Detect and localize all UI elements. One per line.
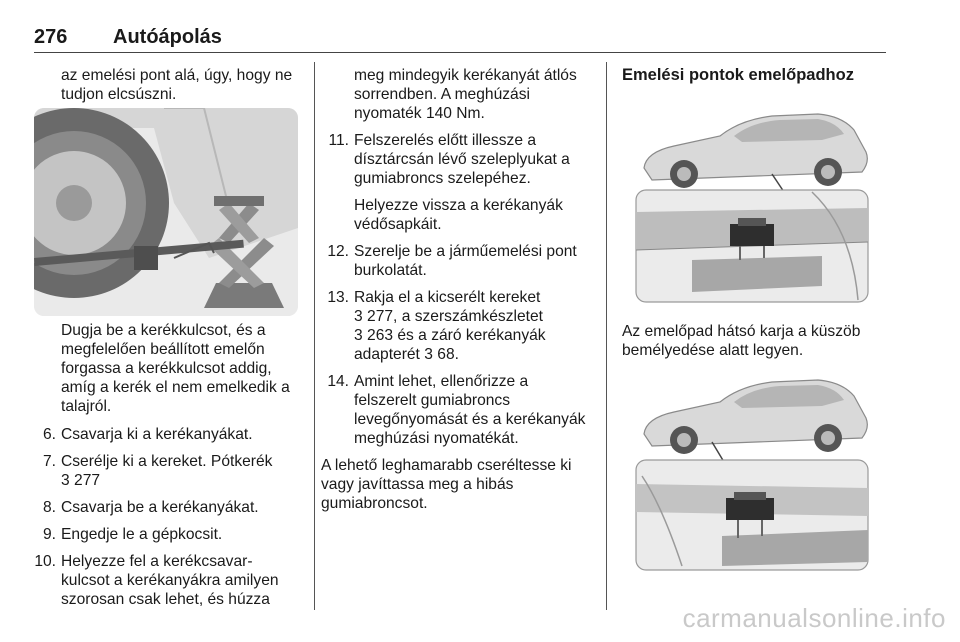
column-1 bbox=[28, 66, 308, 104]
lift-arm-caption: Az emelőpad hátsó karja a küszöb bemélyedése alatt legyen. bbox=[622, 323, 861, 359]
page-number: 276 bbox=[34, 26, 68, 48]
page-ref-link[interactable]: 3 277, a szerszámkészletet bbox=[354, 308, 543, 325]
crank-instruction: Dugja be a kerékkulcsot, és a megfelelően beállított emelőn forgassa a kerékkulcsot addig, amíg a kerék el nem emelkedik a talajról. bbox=[61, 322, 290, 415]
watermark: carmanualsonline.info bbox=[682, 603, 946, 633]
column-3-caption bbox=[622, 322, 892, 360]
header-rule bbox=[34, 52, 886, 53]
intro-text: az emelési pont alá, úgy, hogy ne tudjon elcsúszni. bbox=[61, 67, 293, 103]
column-1-lower bbox=[28, 321, 310, 617]
step-9: 9. Engedje le a gépkocsit. bbox=[42, 526, 223, 543]
page-ref-link[interactable]: 3 277 bbox=[61, 472, 101, 489]
page-ref-arrow-icon: 3 bbox=[61, 472, 70, 489]
step-14: 14. Amint lehet, ellenőrizze a felszerelt gumiabroncs levegőnyomását és a kerékanyák meghúzási nyomatékát. bbox=[327, 373, 586, 447]
section-title: Emelési pontok emelőpadhoz bbox=[622, 66, 854, 84]
lift-point-rear-illustration bbox=[622, 366, 884, 578]
column-divider-2 bbox=[606, 62, 607, 610]
step-11: 11. Felszerelés előtt illessze a dísztárcsán lévő szeleplyukat a gumiabroncs szelepéhez. Helyezze vissza a kerékanyák védősapkáit. bbox=[328, 132, 570, 233]
lift-point-front-illustration bbox=[622, 100, 884, 312]
closing-paragraph: A lehető leghamarabb cseréltesse ki vagy javíttassa meg a hibás gumiabroncsot. bbox=[321, 457, 572, 512]
page-ref-arrow-icon: 3 bbox=[424, 346, 433, 363]
jack-illustration bbox=[34, 108, 298, 316]
column-3-title-block bbox=[622, 66, 892, 85]
column-divider-1 bbox=[314, 62, 315, 610]
step-7: 7. Cserélje ki a kereket. Pótkerék 3 277 bbox=[28, 452, 310, 490]
page-ref-arrow-icon: 3 bbox=[354, 327, 363, 344]
page-ref-link[interactable]: 3 263 és a záró kerékanyák bbox=[354, 327, 546, 344]
step-8: 8. Csavarja be a kerékanyákat. bbox=[42, 499, 259, 516]
column-2 bbox=[321, 66, 603, 513]
page-ref-link[interactable]: 3 68. bbox=[424, 346, 459, 363]
page-ref-arrow-icon: 3 bbox=[354, 308, 363, 325]
step-13: 13. Rakja el a kicserélt kereket 3 277, a szerszámkészletet 3 263 és a záró kerékanyák adapterét 3 68. bbox=[321, 288, 603, 364]
step-12: 12. Szerelje be a járműemelési pont burkolatát. bbox=[327, 243, 577, 279]
step-10: 10. Helyezze fel a kerékcsavar- kulcsot a kerékanyákra amilyen szorosan csak lehet, és húzza bbox=[34, 553, 279, 608]
chapter-title: Autóápolás bbox=[113, 26, 222, 48]
step-6: 6. Csavarja ki a kerékanyákat. bbox=[42, 426, 253, 443]
page-header bbox=[34, 26, 886, 52]
torque-continuation: meg mindegyik kerékanyát átlós sorrendben. A meghúzási nyomaték 140 Nm. bbox=[354, 67, 577, 122]
